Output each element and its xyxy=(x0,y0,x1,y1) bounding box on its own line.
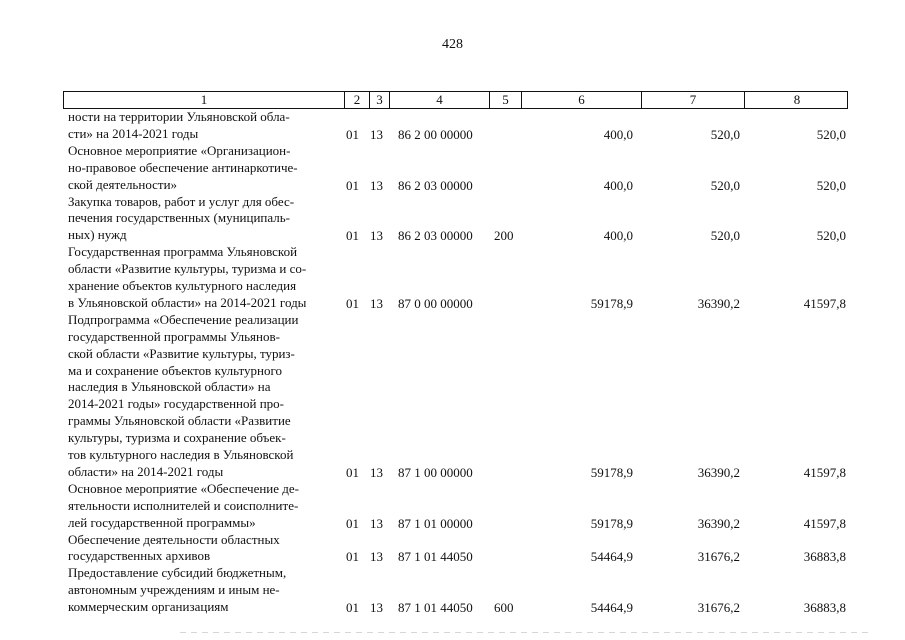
cell-c5: 200 xyxy=(494,228,514,244)
cell-c4: 87 1 00 00000 xyxy=(398,464,473,480)
cell-c6: 54464,9 xyxy=(590,600,633,616)
description-line: коммерческим организациям xyxy=(68,599,229,615)
cell-c7: 36390,2 xyxy=(697,295,740,311)
cell-c7: 520,0 xyxy=(710,228,740,244)
cell-c6: 400,0 xyxy=(603,126,633,142)
cell-c8: 36883,8 xyxy=(803,600,846,616)
description-line: Подпрограмма «Обеспечение реализации xyxy=(68,311,299,327)
description-line: ятельности исполнителей и соисполните- xyxy=(68,497,299,513)
cell-c3: 13 xyxy=(370,600,383,616)
description-line: хранение объектов культурного наследия xyxy=(68,278,297,293)
cell-c8: 520,0 xyxy=(816,126,846,142)
cell-c8: 41597,8 xyxy=(803,464,846,480)
description-line: ма и сохранение объектов культурного xyxy=(68,362,283,378)
header-col-7: 7 xyxy=(641,92,744,108)
cell-c5: 600 xyxy=(494,600,514,616)
cell-c2: 01 xyxy=(346,549,359,565)
cell-c7: 520,0 xyxy=(710,177,740,193)
cell-c3: 13 xyxy=(370,295,383,311)
cell-c6: 59178,9 xyxy=(590,515,633,531)
cell-c2: 01 xyxy=(346,464,359,480)
description-line: государственных архивов xyxy=(68,548,211,564)
cell-c4: 86 2 03 00000 xyxy=(398,177,473,193)
cell-c2: 01 xyxy=(346,126,359,142)
cell-c8: 520,0 xyxy=(816,228,846,244)
cell-c3: 13 xyxy=(370,126,383,142)
cell-c2: 01 xyxy=(346,515,359,531)
cell-c7: 31676,2 xyxy=(697,600,740,616)
cell-c8: 41597,8 xyxy=(803,515,846,531)
description-line: ской области «Развитие культуры, туриз- xyxy=(68,345,295,361)
description-line: ных) нужд xyxy=(68,227,127,243)
cell-c3: 13 xyxy=(370,549,383,565)
description-line: Основное мероприятие «Организацион- xyxy=(68,142,291,158)
description-line: наследия в Ульяновской области» на xyxy=(68,379,271,395)
row-description xyxy=(68,244,344,312)
header-col-4: 4 xyxy=(389,92,489,108)
description-line: области «Развитие культуры, туризма и со- xyxy=(68,261,307,277)
cell-c2: 01 xyxy=(346,228,359,244)
cell-c6: 59178,9 xyxy=(590,295,633,311)
row-description xyxy=(68,532,344,566)
description-line: Государственная программа Ульяновской xyxy=(68,244,298,260)
cell-c8: 36883,8 xyxy=(803,549,846,565)
cell-c7: 31676,2 xyxy=(697,549,740,565)
cell-c4: 86 2 00 00000 xyxy=(398,126,473,142)
cell-c2: 01 xyxy=(346,295,359,311)
header-col-1: 1 xyxy=(200,92,208,107)
cell-c8: 520,0 xyxy=(816,177,846,193)
row-description xyxy=(68,481,344,532)
row-description xyxy=(68,194,344,245)
description-line: ской деятельности» xyxy=(68,176,178,192)
table-header xyxy=(63,91,848,109)
cell-c6: 59178,9 xyxy=(590,464,633,480)
header-col-2: 2 xyxy=(344,92,369,108)
description-line: печения государственных (муниципаль- xyxy=(68,210,291,226)
cell-c4: 87 1 01 44050 xyxy=(398,600,473,616)
description-line: лей государственной программы» xyxy=(68,514,256,530)
description-line: Обеспечение деятельности областных xyxy=(68,531,280,547)
cell-c4: 87 0 00 00000 xyxy=(398,295,473,311)
cell-c6: 400,0 xyxy=(603,228,633,244)
description-line: Закупка товаров, работ и услуг для обес- xyxy=(68,193,295,209)
description-line: ности на территории Ульяновской обла- xyxy=(68,109,290,124)
header-col-8: 8 xyxy=(744,92,849,108)
scan-artifact xyxy=(180,632,870,633)
row-description xyxy=(68,312,344,481)
cell-c4: 87 1 01 44050 xyxy=(398,549,473,565)
page-number: 428 xyxy=(442,37,463,52)
cell-c3: 13 xyxy=(370,177,383,193)
description-line: в Ульяновской области» на 2014-2021 годы xyxy=(68,294,307,310)
header-col-6: 6 xyxy=(521,92,641,108)
cell-c3: 13 xyxy=(370,464,383,480)
cell-c2: 01 xyxy=(346,600,359,616)
description-line: автономным учреждениям и иным не- xyxy=(68,582,280,598)
cell-c3: 13 xyxy=(370,515,383,531)
description-line: культуры, туризма и сохранение объек- xyxy=(68,430,286,446)
row-description xyxy=(68,109,344,143)
header-col-3: 3 xyxy=(369,92,389,108)
description-line: но-правовое обеспечение антинаркотиче- xyxy=(68,159,298,175)
description-line: Предоставление субсидий бюджетным, xyxy=(68,565,287,581)
description-line: Основное мероприятие «Обеспечение де- xyxy=(68,480,299,496)
description-line: области» на 2014-2021 годы xyxy=(68,463,224,479)
description-line: тов культурного наследия в Ульяновской xyxy=(68,447,294,463)
cell-c7: 36390,2 xyxy=(697,464,740,480)
description-line: государственной программы Ульянов- xyxy=(68,328,280,344)
description-line: сти» на 2014-2021 годы xyxy=(68,125,199,141)
cell-c4: 87 1 01 00000 xyxy=(398,515,473,531)
row-description xyxy=(68,565,344,616)
row-description xyxy=(68,143,344,194)
cell-c7: 520,0 xyxy=(710,126,740,142)
cell-c6: 400,0 xyxy=(603,177,633,193)
header-col-5: 5 xyxy=(489,92,521,108)
description-line: 2014-2021 годы» государственной про- xyxy=(68,396,284,412)
cell-c4: 86 2 03 00000 xyxy=(398,228,473,244)
cell-c6: 54464,9 xyxy=(590,549,633,565)
cell-c7: 36390,2 xyxy=(697,515,740,531)
cell-c2: 01 xyxy=(346,177,359,193)
cell-c3: 13 xyxy=(370,228,383,244)
description-line: граммы Ульяновской области «Развитие xyxy=(68,413,291,429)
cell-c8: 41597,8 xyxy=(803,295,846,311)
